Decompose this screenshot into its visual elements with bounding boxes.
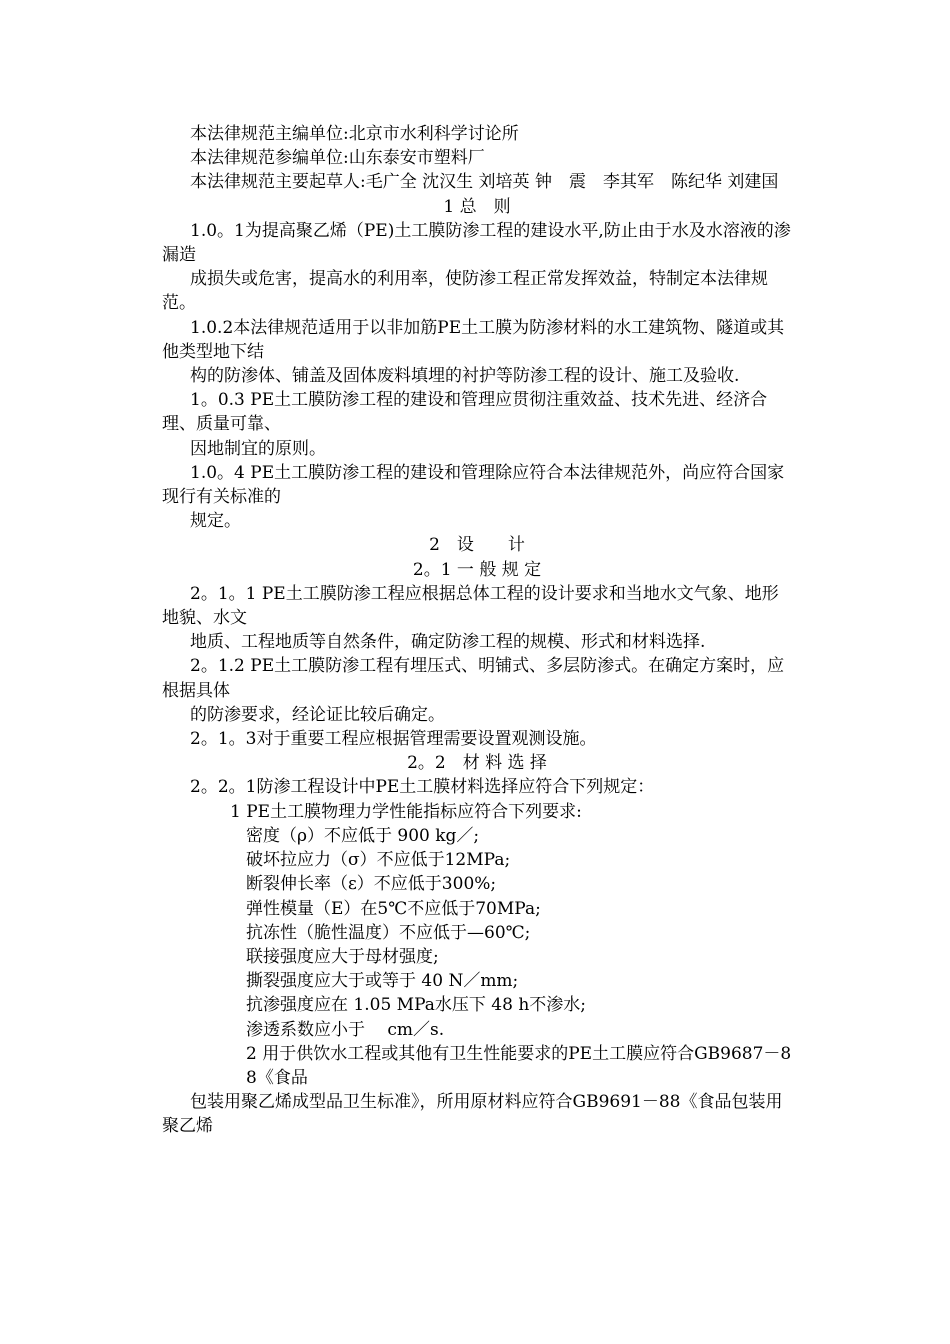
clause-1-0-4: 1.0。4 PE土工膜防渗工程的建设和管理除应符合本法律规范外，尚应符合国家现行有关标准的 xyxy=(162,462,785,508)
req-frost-resistance: 抗冻性（脆性温度）不应低于—60℃; xyxy=(246,922,531,943)
req-tear-strength: 撕裂强度应大于或等于 40 N／mm; xyxy=(246,971,519,992)
main-drafters: 本法律规范主要起草人:毛广全 沈汉生 刘培英 钟 震 李其军 陈纪华 刘建国 xyxy=(190,172,779,193)
subsection-heading-materials: 2。2 材 料 选 择 xyxy=(407,753,547,774)
clause-1-0-2-cont: 构的防渗体、铺盖及固体废料填埋的衬护等防渗工程的设计、施工及验收. xyxy=(190,366,740,387)
document-body xyxy=(162,122,792,1139)
chief-editor-unit: 本法律规范主编单位:北京市水利科学讨论所 xyxy=(190,124,519,144)
clause-1-0-1-cont: 成损失或危害，提高水的利用率，使防渗工程正常发挥效益，特制定本法律规范。 xyxy=(162,269,768,314)
clause-1-0-2: 1.0.2本法律规范适用于以非加筋PE土工膜为防渗材料的水工建筑物、隧道或其他类型地下结 xyxy=(162,317,785,362)
clause-2-1-1-cont: 地质、工程地质等自然条件，确定防渗工程的规模、形式和材料选择. xyxy=(190,632,706,653)
req-impermeability: 抗渗强度应在 1.05 MPa水压下 48 h不渗水; xyxy=(246,995,586,1016)
clause-1-0-1: 1.0。1为提高聚乙烯（PE)土工膜防渗工程的建设水平,防止由于水及水溶液的渗漏造 xyxy=(162,220,791,266)
req-tensile-stress: 破坏拉应力（σ）不应低于12MPa; xyxy=(246,850,511,871)
req-permeability-coefficient: 渗透系数应小于 cm／s. xyxy=(246,1019,445,1040)
clause-2-1-2: 2。1.2 PE土工膜防渗工程有埋压式、明铺式、多层防渗式。在确定方案时，应根据具体 xyxy=(162,656,785,701)
clause-2-2-1: 2。2。1防渗工程设计中PE土工膜材料选择应符合下列规定： xyxy=(190,777,655,798)
clause-1-0-3: 1。0.3 PE土工膜防渗工程的建设和管理应贯彻注重效益、技术先进、经济合理、质量可靠、 xyxy=(162,390,768,435)
clause-2-1-3: 2。1。3对于重要工程应根据管理需要设置观测设施。 xyxy=(190,729,597,750)
section-heading-general: 1 总 则 xyxy=(443,196,511,217)
clause-2-1-2-cont: 的防渗要求，经论证比较后确定。 xyxy=(190,704,445,725)
req-elastic-modulus: 弹性模量（E）在5℃不应低于70MPa; xyxy=(246,898,541,919)
item-2-hygiene: 2 用于供饮水工程或其他有卫生性能要求的PE土工膜应符合GB9687－88《食品 xyxy=(246,1043,792,1088)
clause-2-1-1: 2。1。1 PE土工膜防渗工程应根据总体工程的设计要求和当地水文气象、地形地貌、水文 xyxy=(162,583,779,629)
req-density: 密度（ρ）不应低于 900 kg／; xyxy=(246,825,480,846)
clause-1-0-4-cont: 规定。 xyxy=(190,511,241,532)
section-heading-design: 2 设 计 xyxy=(429,535,525,556)
clause-1-0-3-cont: 因地制宜的原则。 xyxy=(190,438,326,459)
req-joint-strength: 联接强度应大于母材强度; xyxy=(246,946,439,967)
subsection-heading-general-rules: 2。1 一 般 规 定 xyxy=(412,559,542,580)
item-1-properties: 1 PE土工膜物理力学性能指标应符合下列要求: xyxy=(230,801,582,822)
item-2-hygiene-cont: 包装用聚乙烯成型品卫生标准》，所用原材料应符合GB9691－88《食品包装用聚乙烯 xyxy=(162,1092,783,1137)
req-elongation: 断裂伸长率（ε）不应低于300%; xyxy=(246,874,497,895)
participating-unit: 本法律规范参编单位:山东泰安市塑料厂 xyxy=(190,148,485,169)
